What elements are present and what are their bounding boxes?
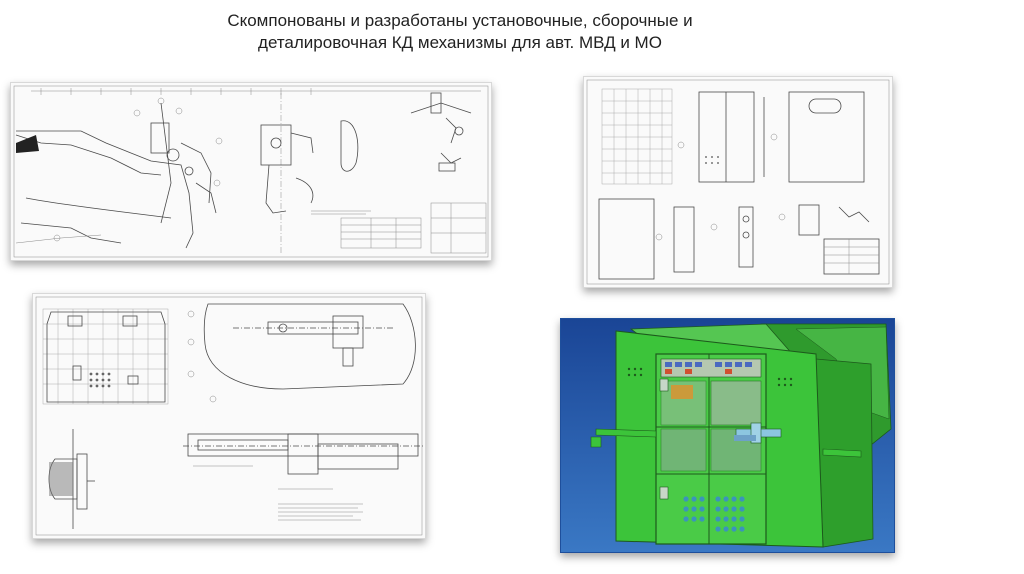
drawing-door-right (583, 76, 893, 288)
slide-title (150, 10, 770, 54)
drawing-lock-lines (33, 294, 425, 538)
render-3d-green-cabinet (560, 318, 895, 553)
render-3d-shapes (561, 319, 894, 552)
slide-title-line-1: Скомпонованы и разработаны установочные, сборочные и (227, 11, 693, 30)
drawing-lock-bottom-left (32, 293, 426, 539)
drawing-assembly-left (10, 82, 492, 261)
drawing-door-lines (584, 77, 892, 287)
slide-title-line-2: деталировочная КД механизмы для авт. МВД и МО (258, 33, 662, 52)
drawing-assembly-lines (11, 83, 491, 260)
